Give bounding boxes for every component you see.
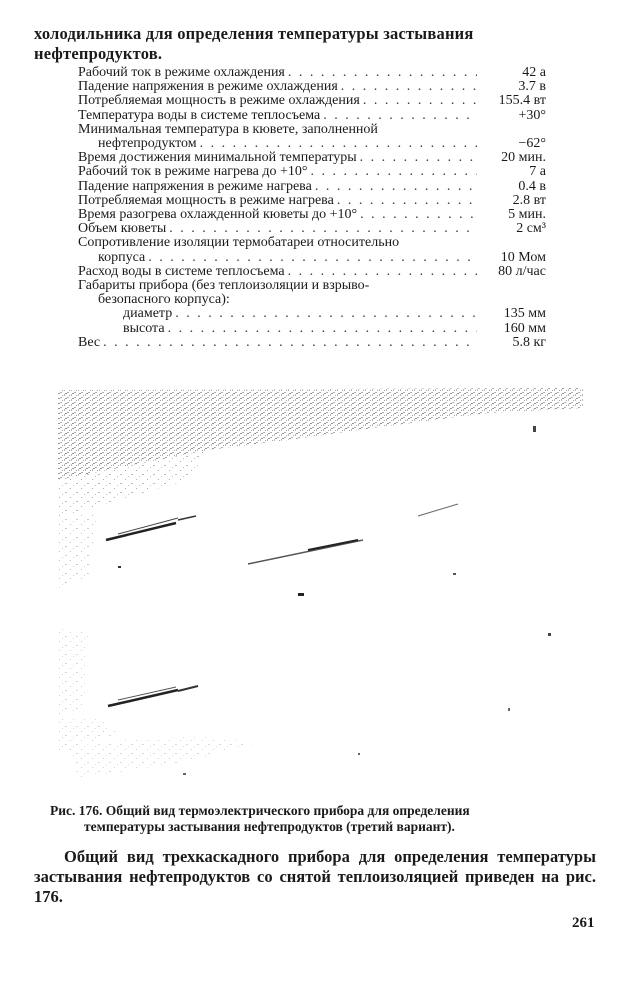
leader-dots (363, 94, 477, 108)
spec-value: 160 мм (503, 320, 546, 336)
page-number: 261 (572, 915, 595, 931)
spec-label-line: безопасного корпуса): (98, 292, 230, 308)
spec-label: нефтепродуктом (98, 136, 197, 152)
spec-value: 7 а (529, 164, 546, 180)
spec-label: высота (123, 320, 165, 336)
spec-row (78, 251, 546, 265)
spec-value: 3.7 в (518, 79, 546, 95)
spec-label: Вес (78, 334, 101, 350)
spec-row (78, 80, 546, 94)
leader-dots (288, 265, 477, 279)
spec-value: 42 а (522, 65, 546, 80)
leader-dots (175, 307, 477, 321)
spec-row (78, 336, 546, 350)
spec-label: Объем кюветы (78, 221, 167, 237)
spec-value: 2.8 вт (512, 192, 546, 208)
leader-dots (169, 222, 477, 236)
leader-dots (315, 180, 477, 194)
spec-value: 0.4 в (518, 178, 546, 194)
top-paragraph: холодильника для определения температуры застывания нефтепродуктов. (34, 24, 474, 63)
spec-label: Потребляемая мощность в режиме нагрева (78, 192, 334, 208)
spec-value: 20 мин. (501, 150, 546, 166)
spec-value: 135 мм (503, 306, 546, 322)
device-photo-image (58, 388, 583, 788)
leader-dots (323, 109, 477, 123)
spec-row (78, 109, 546, 123)
spec-value: +30° (518, 107, 546, 123)
caption-line-2: температуры застывания нефтепродуктов (третий вариант). (84, 819, 455, 834)
spec-label: Расход воды в системе теплосъема (78, 263, 285, 279)
spec-row (78, 194, 546, 208)
spec-label: Рабочий ток в режиме нагрева до +10° (78, 164, 308, 180)
spec-value: 155.4 вт (498, 93, 546, 109)
figure-176-photo (58, 388, 583, 788)
spec-row (78, 151, 546, 165)
caption-line-1: Рис. 176. Общий вид термоэлектрического прибора для определения (50, 803, 470, 818)
leader-dots (288, 66, 477, 80)
spec-table (78, 66, 546, 350)
leader-dots (148, 251, 477, 265)
spec-label-line: Габариты прибора (без теплоизоляции и взрыво- (78, 278, 370, 294)
spec-label: Рабочий ток в режиме охлаждения (78, 65, 285, 80)
spec-label: Температура воды в системе теплосъема (78, 107, 321, 123)
leader-dots (360, 208, 477, 222)
leader-dots (103, 336, 477, 350)
spec-label-line: Минимальная температура в кювете, заполненной (78, 121, 378, 137)
spec-row (78, 222, 546, 236)
spec-row (78, 307, 546, 321)
spec-label: Падение напряжения в режиме нагрева (78, 178, 312, 194)
leader-dots (360, 151, 477, 165)
spec-row (78, 208, 546, 222)
spec-value: 2 см³ (516, 221, 546, 237)
spec-row (78, 94, 546, 108)
spec-value: 10 Мом (500, 249, 546, 265)
spec-row (78, 265, 546, 279)
spec-label: Потребляемая мощность в режиме охлаждения (78, 93, 360, 109)
leader-dots (337, 194, 477, 208)
body-paragraph: Общий вид трехкаскадного прибора для определения температуры застывания нефтепродуктов со снятой теплоизоляцией приведен на рис. 176. (34, 847, 596, 906)
leader-dots (311, 165, 477, 179)
leader-dots (168, 322, 477, 336)
spec-row (78, 322, 546, 336)
spec-value: 5.8 кг (512, 334, 546, 350)
spec-label: корпуса (98, 249, 146, 265)
spec-label: Падение напряжения в режиме охлаждения (78, 79, 338, 95)
spec-row (78, 165, 546, 179)
spec-label: Время достижения минимальной температуры (78, 150, 357, 166)
spec-value: 80 л/час (498, 263, 546, 279)
spec-label-line: Сопротивление изоляции термобатареи относительно (78, 235, 400, 251)
leader-dots (200, 137, 477, 151)
figure-caption (50, 803, 590, 835)
spec-label: Время разогрева охлажденной кюветы до +10° (78, 207, 358, 223)
spec-value: −62° (518, 136, 546, 152)
spec-row (78, 180, 546, 194)
spec-row (78, 66, 546, 80)
leader-dots (341, 80, 477, 94)
spec-row (78, 137, 546, 151)
spec-label: диаметр (123, 306, 173, 322)
spec-value: 5 мин. (508, 207, 546, 223)
